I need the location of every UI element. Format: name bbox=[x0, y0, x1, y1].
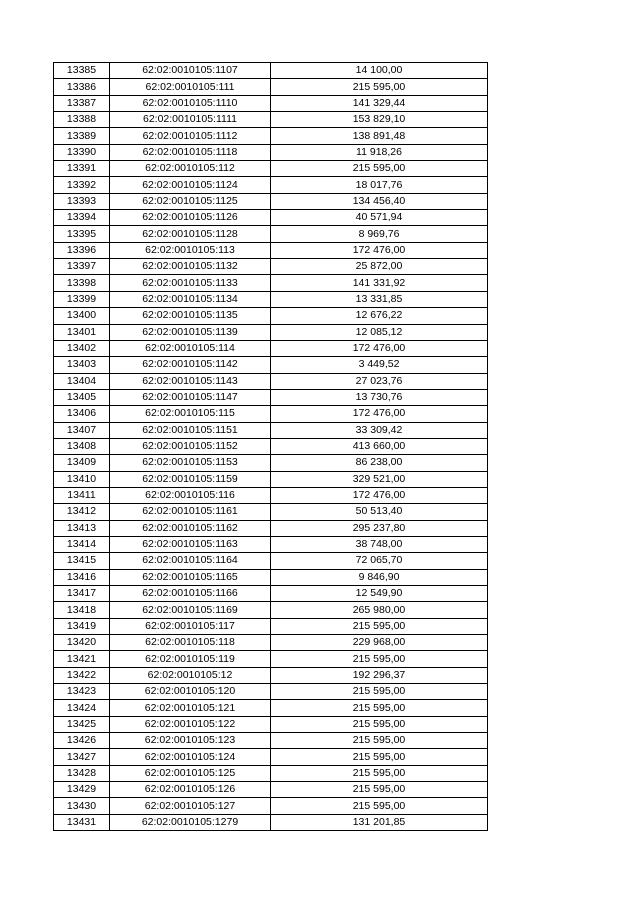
cadastral-value-cell: 215 595,00 bbox=[271, 651, 488, 667]
cadastral-number-cell: 62:02:0010105:1110 bbox=[110, 95, 271, 111]
table-row bbox=[54, 684, 488, 700]
row-number-cell: 13388 bbox=[54, 112, 110, 128]
table-row bbox=[54, 553, 488, 569]
row-number-cell: 13424 bbox=[54, 700, 110, 716]
table-row bbox=[54, 798, 488, 814]
cadastral-number-cell: 62:02:0010105:1165 bbox=[110, 569, 271, 585]
row-number-cell: 13431 bbox=[54, 814, 110, 830]
cadastral-value-cell: 172 476,00 bbox=[271, 406, 488, 422]
row-number-cell: 13427 bbox=[54, 749, 110, 765]
cadastral-value-cell: 172 476,00 bbox=[271, 242, 488, 258]
cadastral-number-cell: 62:02:0010105:120 bbox=[110, 684, 271, 700]
cadastral-value-cell: 265 980,00 bbox=[271, 602, 488, 618]
cadastral-number-cell: 62:02:0010105:1107 bbox=[110, 63, 271, 79]
table-row bbox=[54, 357, 488, 373]
table-row bbox=[54, 782, 488, 798]
cadastral-value-cell: 153 829,10 bbox=[271, 112, 488, 128]
table-row bbox=[54, 471, 488, 487]
cadastral-value-cell: 215 595,00 bbox=[271, 79, 488, 95]
cadastral-number-cell: 62:02:0010105:1166 bbox=[110, 586, 271, 602]
cadastral-value-cell: 11 918,26 bbox=[271, 144, 488, 160]
cadastral-number-cell: 62:02:0010105:1163 bbox=[110, 536, 271, 552]
cadastral-number-cell: 62:02:0010105:116 bbox=[110, 487, 271, 503]
row-number-cell: 13418 bbox=[54, 602, 110, 618]
table-row bbox=[54, 618, 488, 634]
cadastral-number-cell: 62:02:0010105:111 bbox=[110, 79, 271, 95]
cadastral-number-cell: 62:02:0010105:12 bbox=[110, 667, 271, 683]
table-row bbox=[54, 373, 488, 389]
cadastral-number-cell: 62:02:0010105:122 bbox=[110, 716, 271, 732]
row-number-cell: 13423 bbox=[54, 684, 110, 700]
row-number-cell: 13429 bbox=[54, 782, 110, 798]
table-row bbox=[54, 536, 488, 552]
table-row bbox=[54, 667, 488, 683]
cadastral-value-cell: 215 595,00 bbox=[271, 716, 488, 732]
cadastral-value-cell: 215 595,00 bbox=[271, 798, 488, 814]
cadastral-value-cell: 215 595,00 bbox=[271, 782, 488, 798]
row-number-cell: 13387 bbox=[54, 95, 110, 111]
row-number-cell: 13397 bbox=[54, 259, 110, 275]
row-number-cell: 13422 bbox=[54, 667, 110, 683]
cadastral-number-cell: 62:02:0010105:112 bbox=[110, 161, 271, 177]
table-row bbox=[54, 520, 488, 536]
cadastral-number-cell: 62:02:0010105:1112 bbox=[110, 128, 271, 144]
cadastral-number-cell: 62:02:0010105:1159 bbox=[110, 471, 271, 487]
row-number-cell: 13400 bbox=[54, 308, 110, 324]
cadastral-number-cell: 62:02:0010105:1124 bbox=[110, 177, 271, 193]
row-number-cell: 13426 bbox=[54, 733, 110, 749]
cadastral-value-cell: 12 085,12 bbox=[271, 324, 488, 340]
table-row bbox=[54, 226, 488, 242]
row-number-cell: 13411 bbox=[54, 487, 110, 503]
cadastral-value-cell: 215 595,00 bbox=[271, 684, 488, 700]
row-number-cell: 13412 bbox=[54, 504, 110, 520]
cadastral-number-cell: 62:02:0010105:115 bbox=[110, 406, 271, 422]
cadastral-value-cell: 50 513,40 bbox=[271, 504, 488, 520]
cadastral-value-table bbox=[53, 62, 488, 831]
cadastral-value-cell: 215 595,00 bbox=[271, 618, 488, 634]
table-row bbox=[54, 324, 488, 340]
cadastral-value-cell: 141 329,44 bbox=[271, 95, 488, 111]
table-row bbox=[54, 602, 488, 618]
row-number-cell: 13413 bbox=[54, 520, 110, 536]
table-row bbox=[54, 275, 488, 291]
cadastral-number-cell: 62:02:0010105:125 bbox=[110, 765, 271, 781]
cadastral-value-cell: 18 017,76 bbox=[271, 177, 488, 193]
table-row bbox=[54, 765, 488, 781]
cadastral-value-cell: 413 660,00 bbox=[271, 438, 488, 454]
cadastral-number-cell: 62:02:0010105:1147 bbox=[110, 389, 271, 405]
table-row bbox=[54, 749, 488, 765]
cadastral-number-cell: 62:02:0010105:1161 bbox=[110, 504, 271, 520]
cadastral-value-cell: 38 748,00 bbox=[271, 536, 488, 552]
cadastral-value-cell: 72 065,70 bbox=[271, 553, 488, 569]
cadastral-value-cell: 172 476,00 bbox=[271, 340, 488, 356]
cadastral-number-cell: 62:02:0010105:1142 bbox=[110, 357, 271, 373]
row-number-cell: 13391 bbox=[54, 161, 110, 177]
row-number-cell: 13417 bbox=[54, 586, 110, 602]
cadastral-number-cell: 62:02:0010105:1134 bbox=[110, 291, 271, 307]
table-row bbox=[54, 651, 488, 667]
row-number-cell: 13416 bbox=[54, 569, 110, 585]
row-number-cell: 13414 bbox=[54, 536, 110, 552]
cadastral-value-cell: 3 449,52 bbox=[271, 357, 488, 373]
cadastral-number-cell: 62:02:0010105:1152 bbox=[110, 438, 271, 454]
cadastral-value-cell: 295 237,80 bbox=[271, 520, 488, 536]
cadastral-number-cell: 62:02:0010105:127 bbox=[110, 798, 271, 814]
cadastral-number-cell: 62:02:0010105:1128 bbox=[110, 226, 271, 242]
row-number-cell: 13402 bbox=[54, 340, 110, 356]
row-number-cell: 13399 bbox=[54, 291, 110, 307]
cadastral-number-cell: 62:02:0010105:1169 bbox=[110, 602, 271, 618]
cadastral-value-cell: 8 969,76 bbox=[271, 226, 488, 242]
table-row bbox=[54, 308, 488, 324]
row-number-cell: 13430 bbox=[54, 798, 110, 814]
cadastral-value-cell: 192 296,37 bbox=[271, 667, 488, 683]
row-number-cell: 13395 bbox=[54, 226, 110, 242]
cadastral-value-cell: 215 595,00 bbox=[271, 700, 488, 716]
cadastral-number-cell: 62:02:0010105:1153 bbox=[110, 455, 271, 471]
cadastral-value-cell: 215 595,00 bbox=[271, 161, 488, 177]
table-body bbox=[54, 63, 488, 831]
cadastral-number-cell: 62:02:0010105:1164 bbox=[110, 553, 271, 569]
table-row bbox=[54, 242, 488, 258]
table-row bbox=[54, 438, 488, 454]
row-number-cell: 13389 bbox=[54, 128, 110, 144]
table-row bbox=[54, 112, 488, 128]
row-number-cell: 13410 bbox=[54, 471, 110, 487]
cadastral-number-cell: 62:02:0010105:121 bbox=[110, 700, 271, 716]
row-number-cell: 13409 bbox=[54, 455, 110, 471]
cadastral-value-cell: 215 595,00 bbox=[271, 733, 488, 749]
cadastral-number-cell: 62:02:0010105:126 bbox=[110, 782, 271, 798]
cadastral-number-cell: 62:02:0010105:1162 bbox=[110, 520, 271, 536]
cadastral-number-cell: 62:02:0010105:1126 bbox=[110, 210, 271, 226]
table-row bbox=[54, 422, 488, 438]
table-row bbox=[54, 700, 488, 716]
cadastral-value-cell: 215 595,00 bbox=[271, 765, 488, 781]
row-number-cell: 13420 bbox=[54, 635, 110, 651]
cadastral-number-cell: 62:02:0010105:1118 bbox=[110, 144, 271, 160]
cadastral-number-cell: 62:02:0010105:1279 bbox=[110, 814, 271, 830]
table-row bbox=[54, 487, 488, 503]
row-number-cell: 13392 bbox=[54, 177, 110, 193]
table-row bbox=[54, 340, 488, 356]
table-row bbox=[54, 716, 488, 732]
table-row bbox=[54, 635, 488, 651]
cadastral-value-cell: 86 238,00 bbox=[271, 455, 488, 471]
table-row bbox=[54, 586, 488, 602]
row-number-cell: 13404 bbox=[54, 373, 110, 389]
cadastral-number-cell: 62:02:0010105:114 bbox=[110, 340, 271, 356]
cadastral-value-cell: 13 331,85 bbox=[271, 291, 488, 307]
cadastral-number-cell: 62:02:0010105:113 bbox=[110, 242, 271, 258]
cadastral-value-cell: 14 100,00 bbox=[271, 63, 488, 79]
cadastral-value-cell: 134 456,40 bbox=[271, 193, 488, 209]
table-row bbox=[54, 177, 488, 193]
table-row bbox=[54, 504, 488, 520]
table-row bbox=[54, 63, 488, 79]
row-number-cell: 13419 bbox=[54, 618, 110, 634]
row-number-cell: 13406 bbox=[54, 406, 110, 422]
row-number-cell: 13394 bbox=[54, 210, 110, 226]
cadastral-number-cell: 62:02:0010105:124 bbox=[110, 749, 271, 765]
cadastral-value-cell: 9 846,90 bbox=[271, 569, 488, 585]
cadastral-value-cell: 172 476,00 bbox=[271, 487, 488, 503]
row-number-cell: 13408 bbox=[54, 438, 110, 454]
row-number-cell: 13401 bbox=[54, 324, 110, 340]
table-row bbox=[54, 733, 488, 749]
cadastral-value-cell: 25 872,00 bbox=[271, 259, 488, 275]
row-number-cell: 13393 bbox=[54, 193, 110, 209]
row-number-cell: 13405 bbox=[54, 389, 110, 405]
cadastral-number-cell: 62:02:0010105:118 bbox=[110, 635, 271, 651]
table-row bbox=[54, 406, 488, 422]
row-number-cell: 13428 bbox=[54, 765, 110, 781]
row-number-cell: 13396 bbox=[54, 242, 110, 258]
row-number-cell: 13386 bbox=[54, 79, 110, 95]
cadastral-value-cell: 215 595,00 bbox=[271, 749, 488, 765]
cadastral-value-cell: 229 968,00 bbox=[271, 635, 488, 651]
cadastral-number-cell: 62:02:0010105:1125 bbox=[110, 193, 271, 209]
table-row bbox=[54, 569, 488, 585]
table-row bbox=[54, 95, 488, 111]
cadastral-number-cell: 62:02:0010105:1143 bbox=[110, 373, 271, 389]
row-number-cell: 13425 bbox=[54, 716, 110, 732]
cadastral-value-cell: 141 331,92 bbox=[271, 275, 488, 291]
cadastral-value-cell: 13 730,76 bbox=[271, 389, 488, 405]
table-row bbox=[54, 193, 488, 209]
cadastral-number-cell: 62:02:0010105:1132 bbox=[110, 259, 271, 275]
table-row bbox=[54, 79, 488, 95]
cadastral-value-cell: 131 201,85 bbox=[271, 814, 488, 830]
row-number-cell: 13407 bbox=[54, 422, 110, 438]
table-row bbox=[54, 291, 488, 307]
cadastral-number-cell: 62:02:0010105:1133 bbox=[110, 275, 271, 291]
cadastral-number-cell: 62:02:0010105:123 bbox=[110, 733, 271, 749]
row-number-cell: 13398 bbox=[54, 275, 110, 291]
cadastral-number-cell: 62:02:0010105:117 bbox=[110, 618, 271, 634]
cadastral-value-cell: 40 571,94 bbox=[271, 210, 488, 226]
row-number-cell: 13415 bbox=[54, 553, 110, 569]
cadastral-value-cell: 12 676,22 bbox=[271, 308, 488, 324]
table-row bbox=[54, 455, 488, 471]
cadastral-value-cell: 12 549,90 bbox=[271, 586, 488, 602]
table-row bbox=[54, 210, 488, 226]
row-number-cell: 13385 bbox=[54, 63, 110, 79]
cadastral-value-cell: 329 521,00 bbox=[271, 471, 488, 487]
cadastral-number-cell: 62:02:0010105:1139 bbox=[110, 324, 271, 340]
table-row bbox=[54, 389, 488, 405]
table-row bbox=[54, 259, 488, 275]
cadastral-number-cell: 62:02:0010105:1111 bbox=[110, 112, 271, 128]
cadastral-number-cell: 62:02:0010105:1151 bbox=[110, 422, 271, 438]
cadastral-value-cell: 33 309,42 bbox=[271, 422, 488, 438]
table-row bbox=[54, 814, 488, 830]
cadastral-value-cell: 27 023,76 bbox=[271, 373, 488, 389]
cadastral-number-cell: 62:02:0010105:119 bbox=[110, 651, 271, 667]
row-number-cell: 13403 bbox=[54, 357, 110, 373]
cadastral-number-cell: 62:02:0010105:1135 bbox=[110, 308, 271, 324]
table-row bbox=[54, 144, 488, 160]
row-number-cell: 13390 bbox=[54, 144, 110, 160]
row-number-cell: 13421 bbox=[54, 651, 110, 667]
table-row bbox=[54, 128, 488, 144]
cadastral-value-cell: 138 891,48 bbox=[271, 128, 488, 144]
table-row bbox=[54, 161, 488, 177]
